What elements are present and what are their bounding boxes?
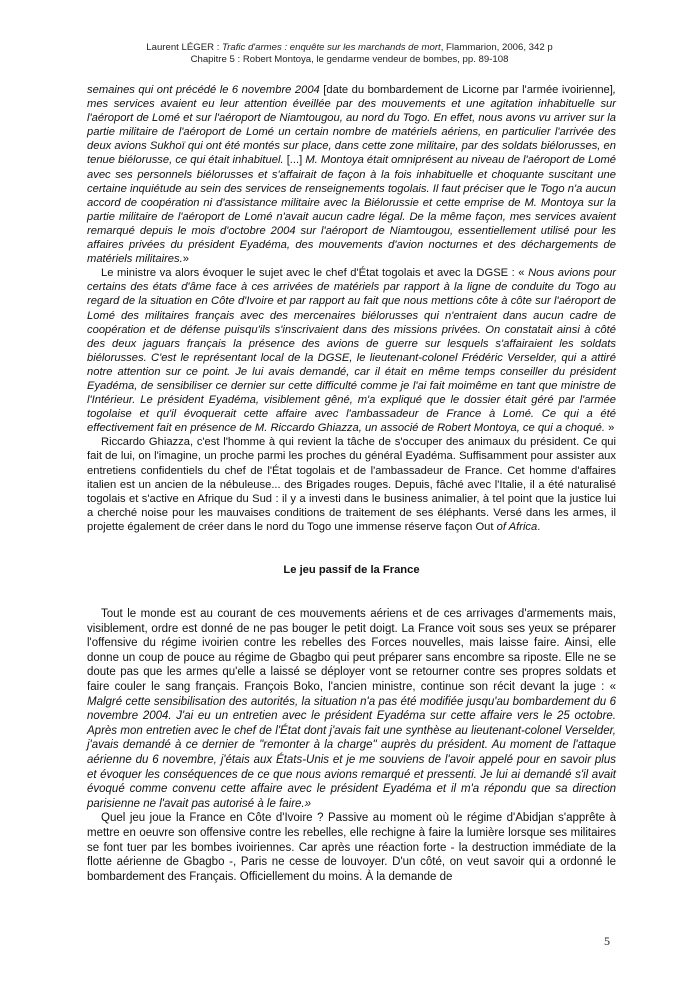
header-book-title: Trafic d'armes : enquête sur les marchands de mort (222, 42, 441, 53)
page-number: 5 (604, 934, 610, 948)
paragraph-minister: Le ministre va alors évoquer le sujet avec le chef d'État togolais et avec la DGSE : « Nous avions pour certains des états d'âme face à ces arrivées de matériels par rapport à la ligne de conduite du Togo au regard de la situation en Côte d'Ivoire et par rapport au fait que nous mettions côte à côte sur l'aéroport de Lomé des militaires français avec des mercenaires biélorusses qui n'entraient dans aucun cadre de coopération et de défense puisqu'ils s'inscrivaient dans des missions privées. On constatait ainsi à côté des deux jaguars français la présence des avions de guerre sur lesquels s'affairaient les soldats biélorusses. C'est le représentant local de la DGSE, le lieutenant-colonel Frédéric Verselder, qui a attiré notre attention sur ce point. Je lui avais demandé, car il était en même temps conseiller du président Eyadéma, de sensibiliser ce dernier sur cette difficulté comme je l'ai fait moimême en tant que ministre de l'Intérieur. Le président Eyadéma, visiblement gêné, m'a expliqué que le dossier était géré par l'armée togolaise et qu'il évoquerait cette affaire avec l'ambassadeur de France à Lomé. Ce qui a été effectivement fait en présence de M. Riccardo Ghiazza, un associé de Robert Montoya, ce qui a choqué. » (87, 267, 616, 435)
header-citation (0, 42, 699, 54)
paragraph-ghiazza: Riccardo Ghiazza, c'est l'homme à qui revient la tâche de s'occuper des animaux du président. Ce qui fait de lui, on l'imagine, un proche parmi les proches du général Eyadéma. Suffisamment pour assister aux entretiens confidentiels du chef de l'État togolais et de l'ambassadeur de France. Cet homme d'affaires italien est un ancien de la nébuleuse... des Brigades rouges. Depuis, fâché avec l'Italie, il a été naturalisé togolais et s'active en Afrique du Sud : il y a investi dans le business animalier, à tel point que la justice lui a cherché noise pour les mauvaises conditions de traitement de ses éléphants. Versé dans les armes, il projette également de créer dans le nord du Togo une immense réserve façon Out of Africa. (87, 436, 616, 533)
running-header (0, 42, 699, 66)
header-chapter: Chapitre 5 : Robert Montoya, le gendarme vendeur de bombes, pp. 89-108 (190, 54, 509, 65)
paragraph-france-passive: Tout le monde est au courant de ces mouvements aériens et de ces arrivages d'armements mais, visiblement, ordre est donné de ne pas bouger le petit doigt. La France voit sous ses yeux se préparer l'offensive du régime ivoirien contre les rebelles des Forces nouvelles, mais laisse faire. Ainsi, elle donne un coup de pouce au régime de Gbagbo qui peut préparer sans encombre sa riposte. Elle ne se doute pas que les armes qu'elle a laissé se déployer vont se retourner contre ses propres soldats et faire couler le sang français. François Boko, l'ancien ministre, continue son récit devant la juge : « Malgré cette sensibilisation des autorités, la situation n'a pas été modifiée jusqu'au bombardement du 6 novembre 2004. J'ai eu un entretien avec le président Eyadéma sur cette affaire vers le 25 octobre. Après mon entretien avec le chef de l'État dont j'avais fait une synthèse au lieutenant-colonel Verselder, j'avais demandé à ce dernier de "remonter à la charge" auprès du président. Au moment de l'attaque aérienne du 6 novembre, j'étais aux États-Unis et je me souviens de l'avoir appelé pour en savoir plus et évoquer les conséquences de ce que nous avions remarqué et pressenti. Je lui ai demandé s'il avait évoqué comme convenu cette affaire avec le président Eyadéma et il m'a répondu que sa direction parisienne ne l'avait pas autorisé à le faire.» (87, 608, 616, 810)
paragraph-quote-continued: semaines qui ont précédé le 6 novembre 2004 [date du bombardement de Licorne par l'armée ivoirienne], mes services avaient eu leur attention éveillée par des mouvements et une agitation inhabituelle sur l'aéroport de Lomé et sur l'aéroport de Niamtougou, au nord du Togo. En effet, nous avons vu arriver sur la partie militaire de l'aéroport de Lomé un certain nombre de matériels aériens, en particulier l'arrivée des deux avions Sukhoï qui ont été montés sur place, dans cette zone militaire, par des soldats biélorusses, en tenue biélorusse, ce qui était inhabituel. [...] M. Montoya était omniprésent au niveau de l'aéroport de Lomé avec ses personnels biélorusses et s'affairait de façon à la fois inhabituelle et choquante suscitant une certaine inquiétude au sein des services de renseignements togolais. Il faut préciser que le Togo n'a aucun accord de coopération ni d'assistance militaire avec la Biélorussie et cette emprise de M. Montoya sur la partie militaire de l'aéroport de Lomé n'avait aucun cadre légal. De la même façon, mes services avaient remarqué depuis le mois d'octobre 2004 sur l'aéroport de Niamtougou, essentiellement utilisé pour les affaires privées du président Eyadéma, des mouvements d'avion nocturnes et des déchargements de matériels militaires.» (87, 84, 616, 266)
section-body (87, 607, 616, 884)
section-heading: Le jeu passif de la France (283, 564, 420, 576)
header-publisher: , Flammarion, 2006, 342 p (440, 42, 553, 53)
header-author: Laurent LÉGER : (146, 42, 223, 53)
paragraph-france-question: Quel jeu joue la France en Côte d'Ivoire ? Passive au moment où le régime d'Abidjan s'apprête à mettre en oeuvre son offensive contre les rebelles, elle rechigne à faire la lumière lorsque ses militaires se font tuer par les bombes ivoiriennes. Car après une réaction forte - la destruction immédiate de la flotte aérienne de Gbagbo -, Paris ne cesse de louvoyer. D'un côté, on veut savoir qui a ordonné le bombardement des Français. Officiellement du moins. À la demande de (87, 812, 616, 883)
body-text (87, 83, 616, 884)
